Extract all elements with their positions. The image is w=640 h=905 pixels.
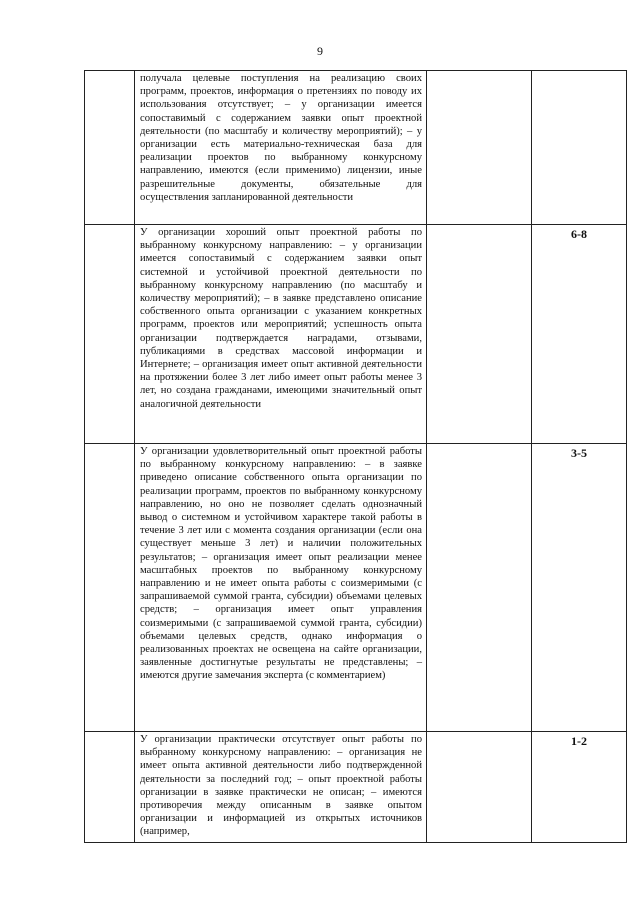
criterion-description-cell — [135, 444, 427, 732]
score-cell — [532, 71, 627, 225]
score-range: 3-5 — [571, 446, 587, 460]
score-cell — [532, 225, 627, 444]
empty-cell — [427, 71, 532, 225]
criterion-description: У организации хороший опыт проектной работы по выбранному конкурсному направлению: – у организации имеется сопоставимый с содержанием заявки опыт системной и устойчивой проектной деятельности по выбранному конкурсному направлению (по масштабу и количеству мероприятий); – в заявке представлено описание собственного опыта организации с указанием конкретных программ, проектов или мероприятий; успешность опыта организации подтверждается наградами, отзывами, публикациями в средствах массовой информации и Интернете; – организация имеет опыт активной деятельности на протяжении более 3 лет либо имеет опыт работы менее 3 лет, но создана гражданами, имеющими значительный опыт аналогичной деятельности — [140, 227, 422, 410]
score-cell — [532, 444, 627, 732]
empty-cell — [427, 732, 532, 843]
criterion-description-cell — [135, 71, 427, 225]
criteria-table — [84, 70, 627, 843]
criterion-description-cell — [135, 732, 427, 843]
empty-cell — [427, 225, 532, 444]
table-row — [85, 444, 627, 732]
criterion-description: У организации практически отсутствует опыт работы по выбранному конкурсному направлению: – организация не имеет опыта активной деятельности либо подтвержденной деятельности за последний год; – опыт проектной работы организации в заявке практически не описан; – имеются противоречия между описанным в заявке опытом организации и информацией из открытых источников (например, — [140, 734, 422, 838]
score-range: 6-8 — [571, 227, 587, 241]
page-number: 9 — [317, 44, 323, 58]
table-row — [85, 732, 627, 843]
score-cell — [532, 732, 627, 843]
score-range — [532, 71, 626, 73]
table-row — [85, 71, 627, 225]
empty-cell — [427, 444, 532, 732]
criterion-description: получала целевые поступления на реализацию своих программ, проектов, информация о претензиях по поводу их использования отсутствует; – у организации имеется сопоставимый с содержанием заявки опыт проектной деятельности (по масштабу и количеству мероприятий); – у организации есть материально-техническая база для реализации проектов по выбранному конкурсному направлению, имеются (если применимо) лицензии, иные разрешительные документы, обязательные для осуществления запланированной деятельности — [140, 73, 422, 203]
criterion-description: У организации удовлетворительный опыт проектной работы по выбранному конкурсному направлению: – в заявке приведено описание собственного опыта организации по реализации программ, проектов по выбранному конкурсному направлению, но оно не позволяет сделать однозначный вывод о системном и устойчивом характере такой работы в течение 3 лет или с момента создания организации (если она существует меньше 3 лет) и наличии положительных результатов; – организация имеет опыт реализации менее масштабных проектов по выбранному конкурсному направлению и не имеет опыта работы с соизмеримыми (с запрашиваемой суммой гранта, субсидии) объемами целевых средств; – организация имеет опыт управления соизмеримыми (с запрашиваемой суммой гранта, субсидии) объемами целевых средств, однако информация о реализованных проектах не освещена на сайте организации, заявленные достигнутые результаты не представлены; – имеются другие замечания эксперта (с комментарием) — [140, 446, 422, 682]
score-range: 1-2 — [571, 734, 587, 748]
table-row — [85, 225, 627, 444]
empty-cell — [85, 444, 135, 732]
empty-cell — [85, 71, 135, 225]
empty-cell — [85, 732, 135, 843]
criterion-description-cell — [135, 225, 427, 444]
empty-cell — [85, 225, 135, 444]
